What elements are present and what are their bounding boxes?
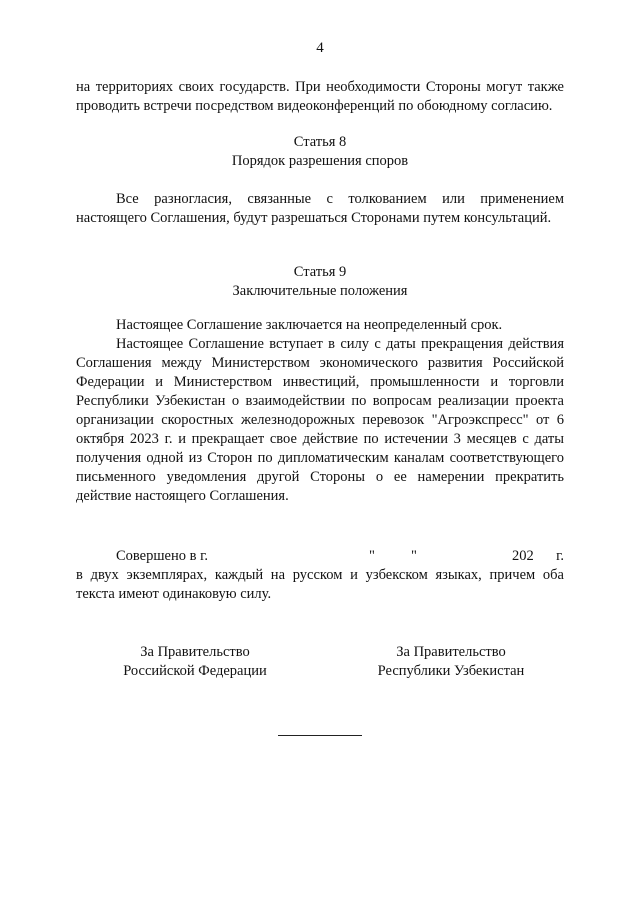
- article-9-paragraph-2: Настоящее Соглашение вступает в силу с даты прекращения действия Соглашения между Министерством экономического развития Российской Федерации и Министерством инвестиций, промышленности и торговли Республики Узбекистан о взаимодействии по вопросам реализации проекта организации скоростных железнодорожных перевозок "Агроэкспресс" от 6 октября 2023 г. и прекращает свое действие по истечении 3 месяцев с даты получения одной из Сторон по дипломатическим каналам соответствующего письменного уведомления другой Стороны о ее намерении прекратить действие настоящего Соглашения.: [76, 336, 564, 504]
- article-8-paragraph: Все разногласия, связанные с толкованием или применением настоящего Соглашения, будут разрешаться Сторонами путем консультаций.: [76, 191, 564, 226]
- article-9-paragraph-1: Настоящее Соглашение заключается на неопределенный срок.: [116, 317, 503, 333]
- date-line: [76, 547, 564, 566]
- closing-block: [76, 547, 564, 604]
- article-9-title: Заключительные положения: [232, 283, 408, 299]
- article-8-header: [76, 133, 564, 171]
- year-suffix: г.: [556, 548, 564, 564]
- signature-russia-line-1: За Правительство: [140, 644, 250, 660]
- article-9-body: [76, 316, 564, 506]
- article-9-header: [76, 263, 564, 301]
- quote-close: ": [411, 548, 417, 564]
- signature-uzbekistan-line-1: За Правительство: [396, 644, 506, 660]
- quote-open: ": [369, 548, 375, 564]
- page-number: 4: [316, 40, 324, 56]
- article-8-title: Порядок разрешения споров: [231, 153, 409, 169]
- signature-russia: [120, 643, 270, 681]
- signature-uzbekistan: [374, 643, 528, 681]
- article-8-heading: Статья 8: [293, 134, 347, 150]
- done-in-label: Совершено в г.: [116, 548, 209, 564]
- intro-block: [76, 78, 564, 116]
- signature-uzbekistan-line-2: Республики Узбекистан: [377, 663, 525, 679]
- article-9-heading: Статья 9: [293, 264, 347, 280]
- closing-paragraph: в двух экземплярах, каждый на русском и узбекском языках, причем оба текста имеют одинаковую силу.: [76, 567, 564, 602]
- year-field: 202: [512, 548, 534, 564]
- article-8-body: [76, 190, 564, 228]
- signature-russia-line-2: Российской Федерации: [123, 663, 267, 679]
- intro-paragraph: на территориях своих государств. При необходимости Стороны могут также проводить встречи посредством видеоконференций по обоюдному согласию.: [76, 79, 564, 114]
- end-rule: [278, 735, 362, 736]
